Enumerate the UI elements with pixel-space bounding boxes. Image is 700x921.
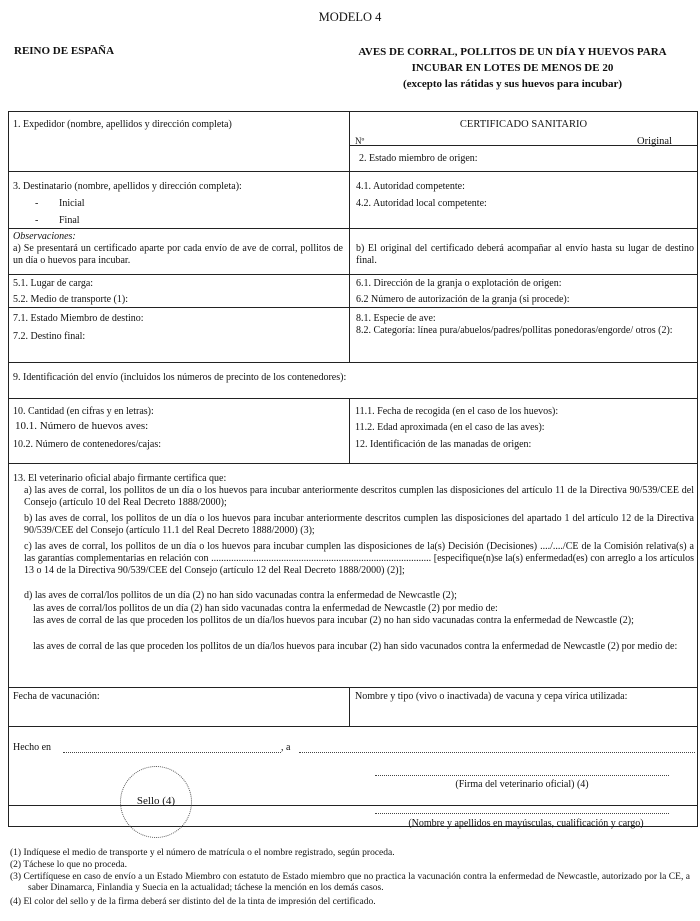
footnote-1: (1) Indíquese el medio de transporte y el número de matrícula o el nombre registrado, según proceda.: [10, 848, 395, 858]
divider: [9, 463, 698, 464]
box-10-2-containers: 10.2. Número de contenedores/cajas:: [13, 439, 162, 450]
box-6-1-farm-address: 6.1. Dirección de la granja o explotación de origen:: [356, 278, 562, 289]
divider: [9, 805, 698, 806]
box-10-quantity: 10. Cantidad (en cifras y en letras):: [13, 406, 154, 417]
box-8-1-species: 8.1. Especie de ave:: [356, 313, 436, 324]
title-line-3: (excepto las rátidas y sus huevos para incubar): [402, 77, 623, 90]
box-7-2-final-destination: 7.2. Destino final:: [13, 331, 86, 342]
done-at-label: Hecho en: [13, 742, 52, 753]
section-13-a: a) las aves de corral, los pollitos de un día o los huevos para incubar anteriormente descritos cumplen las disposiciones del artículo 11 de la Directiva 90/539/CEE del Consejo (artículo 10 del Real Decreto 1888/2000);: [24, 485, 694, 508]
seal-placeholder: [120, 766, 192, 838]
dash: -: [35, 215, 39, 226]
vet-signature-label: (Firma del veterinario oficial) (4): [455, 779, 589, 790]
footnote-2: (2) Táchese lo que no proceda.: [10, 860, 127, 870]
divider: [9, 307, 698, 308]
vet-name-label: (Nombre y apellidos en mayúsculas, cualificación y cargo): [408, 818, 644, 829]
place-dotted-line: [63, 752, 281, 753]
section-13-d-2: las aves de corral/los pollitos de un día (2) han sido vacunadas contra la enfermedad de Newcastle (2) por medio de:: [33, 603, 498, 614]
vaccine-name-type: Nombre y tipo (vivo o inactivada) de vacuna y cepa vírica utilizada:: [355, 691, 628, 702]
section-13-c: c) las aves de corral, los pollitos de un día o los huevos para incubar cumplen las disposiciones de la(s) Decisión (Decisiones) ..../..../CE de la Comisión relativa(s) a las garantías complementarias en relación con ........................................................................................ [especifique(n)se la(s) enfermedad(es) con arreglo a los artículos 13 o 14 de la Directiva 90/539/CEE del Consejo (artículo 12 del Real Decreto 1888/2000) (2)];: [24, 541, 694, 576]
vaccination-date: Fecha de vacunación:: [13, 691, 100, 702]
observations-title: Observaciones:: [13, 231, 76, 242]
divider: [9, 398, 698, 399]
certificate-frame: [8, 111, 698, 827]
box-4-1-authority: 4.1. Autoridad competente:: [356, 181, 465, 192]
divider: [9, 726, 698, 727]
observation-a: a) Se presentará un certificado aparte por cada envío de ave de corral, pollitos de un día o huevos para incubar.: [13, 243, 343, 266]
divider: [9, 171, 698, 172]
divider: [9, 362, 698, 363]
box-9-consignment-id: 9. Identificación del envío (incluidos los números de precinto de los contenedores):: [13, 372, 347, 383]
section-13-d-3: las aves de corral de las que proceden los pollitos de un día/los huevos para incubar (2) no han sido vacunadas contra la enfermedad de Newcastle (2);: [33, 615, 634, 626]
section-13-b: b) las aves de corral, los pollitos de un día o los huevos para incubar anteriormente descritos cumplen las disposiciones del apartado 1 del artículo 12 de la Directiva 90/539/CEE del Consejo (artículo 11.1 del Real Decreto 1888/2000) (3);: [24, 513, 694, 536]
certificate-title: [330, 45, 695, 93]
original-label: Original: [637, 136, 672, 147]
box-5-1-loading-place: 5.1. Lugar de carga:: [13, 278, 94, 289]
dash: -: [35, 198, 39, 209]
box-5-2-transport: 5.2. Medio de transporte (1):: [13, 294, 128, 305]
model-label: MODELO 4: [318, 10, 382, 24]
footnote-4: (4) El color del sello y de la firma deberá ser distinto del de la tinta de impresión del certificado.: [10, 897, 376, 907]
title-line-2: INCUBAR EN LOTES DE MENOS DE 20: [411, 61, 614, 74]
divider: [9, 228, 698, 229]
divider: [9, 274, 698, 275]
country-label: REINO DE ESPAÑA: [14, 45, 115, 57]
observation-b: b) El original del certificado deberá acompañar al envío hasta su lugar de destino final.: [356, 243, 694, 266]
name-dotted-line: [375, 813, 669, 814]
box-12-flock-id: 12. Identificación de las manadas de origen:: [355, 439, 532, 450]
date-at-label: , a: [281, 742, 291, 753]
signature-dotted-line: [375, 775, 669, 776]
box-11-1-collection-date: 11.1. Fecha de recogida (en el caso de los huevos):: [355, 406, 559, 417]
box-11-2-approx-age: 11.2. Edad aproximada (en el caso de las aves):: [355, 422, 545, 433]
certificate-heading: CERTIFICADO SANITARIO: [459, 119, 588, 130]
divider: [9, 687, 698, 688]
footnote-3: (3) Certifíquese en caso de envío a un Estado Miembro con estatuto de Estado miembro que no practica la vacunación contra la enfermedad de Newcastle, autorizado por la CE, a saber Dinamarca, Finlandia y Suecia en la actualidad; táchese la mención en los demás casos.: [10, 872, 690, 894]
section-13-d-4: las aves de corral de las que proceden los pollitos de un día/los huevos para incubar (2) han sido vacunados contra la enfermedad de Newcastle (2) por medio de:: [33, 641, 678, 652]
section-13-d: d) las aves de corral/los pollitos de un día (2) no han sido vacunadas contra la enfermedad de Newcastle (2);: [24, 590, 457, 601]
box-3-final: Final: [59, 215, 80, 226]
box-1-sender: 1. Expedidor (nombre, apellidos y dirección completa): [13, 119, 232, 130]
title-line-1: AVES DE CORRAL, POLLITOS DE UN DÍA Y HUEVOS PARA: [358, 46, 667, 58]
column-divider: [349, 398, 350, 463]
box-4-2-local-authority: 4.2. Autoridad local competente:: [356, 198, 487, 209]
date-dotted-line: [299, 752, 695, 753]
column-divider: [349, 687, 350, 726]
box-7-1-destination-state: 7.1. Estado Miembro de destino:: [13, 313, 144, 324]
section-13-intro: 13. El veterinario oficial abajo firmante certifica que:: [13, 473, 227, 484]
box-2-origin-state: 2. Estado miembro de origen:: [359, 153, 478, 164]
seal-label: Sello (4): [136, 795, 176, 808]
column-divider: [349, 112, 350, 362]
box-3-initial: Inicial: [59, 198, 85, 209]
box-3-consignee: 3. Destinatario (nombre, apellidos y dirección completa):: [13, 181, 242, 192]
box-10-1-eggs-birds: 10.1. Número de huevos aves:: [15, 420, 149, 432]
box-6-2-farm-authorisation: 6.2 Número de autorización de la granja (si procede):: [356, 294, 570, 305]
box-8-2-category: 8.2. Categoría: línea pura/abuelos/padres/pollitas ponedoras/engorde/ otros (2):: [356, 325, 673, 336]
certificate-number-label: Nº: [355, 136, 365, 146]
